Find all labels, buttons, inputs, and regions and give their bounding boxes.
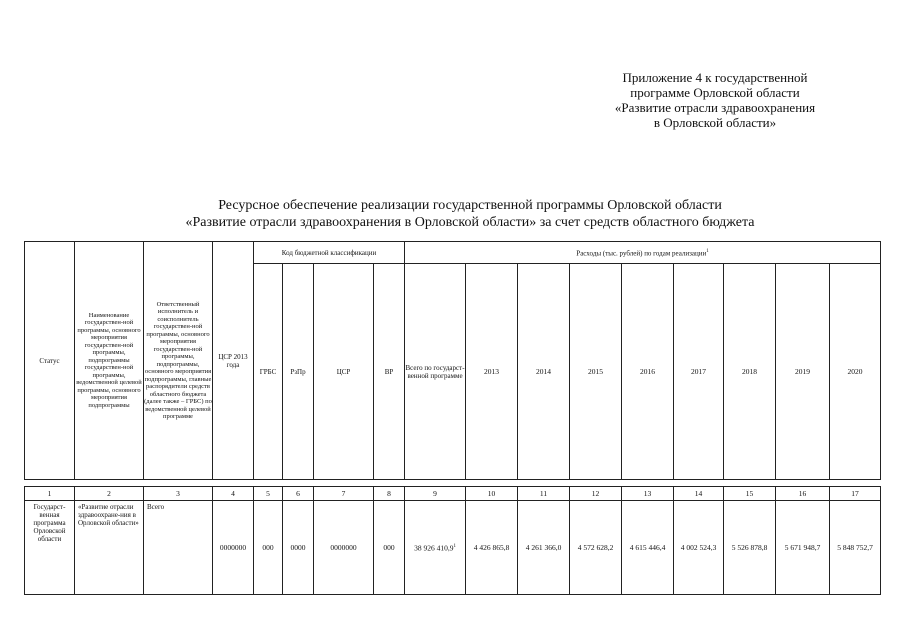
title-line: Ресурсное обеспечение реализации государственной программы Орловской области xyxy=(218,198,722,213)
cell-vr: 000 xyxy=(374,501,405,595)
header-rzpr: РзПр xyxy=(283,264,314,480)
column-number: 15 xyxy=(724,487,776,501)
column-number: 11 xyxy=(518,487,570,501)
column-number: 5 xyxy=(254,487,283,501)
column-number: 10 xyxy=(466,487,518,501)
header-year: 2014 xyxy=(518,264,570,480)
table-row xyxy=(25,501,881,595)
header-csr2013: ЦСР 2013 года xyxy=(213,242,254,480)
column-number: 3 xyxy=(144,487,213,501)
column-number: 14 xyxy=(674,487,724,501)
column-number: 9 xyxy=(405,487,466,501)
cell-year-amount: 4 572 628,2 xyxy=(570,501,622,595)
cell-year-amount: 5 526 878,8 xyxy=(724,501,776,595)
header-year: 2020 xyxy=(830,264,881,480)
column-number: 16 xyxy=(776,487,830,501)
cell-csr2013: 0000000 xyxy=(213,501,254,595)
document-title xyxy=(120,197,820,231)
header-status: Статус xyxy=(25,242,75,480)
header-year: 2018 xyxy=(724,264,776,480)
header-expenses-label: Расходы (тыс. рублей) по годам реализации xyxy=(576,249,707,258)
column-number: 6 xyxy=(283,487,314,501)
title-line: «Развитие отрасли здравоохранения в Орловской области» за счет средств областного бюджета xyxy=(185,215,755,230)
cell-name: «Развитие отрасли здравоохране-ния в Орловской области» xyxy=(75,501,144,595)
footnote-mark: 1 xyxy=(706,248,709,254)
header-name: Наименование государствен-ной программы, основного мероприятия государствен-ной программы, подпрограммы государствен-ной программы, ведомственной целевой программы, основного мероприятия подпрограммы xyxy=(75,242,144,480)
annex-line: программе Орловской области xyxy=(630,85,800,100)
table-header xyxy=(24,241,881,480)
cell-year-amount: 4 002 524,3 xyxy=(674,501,724,595)
header-year: 2019 xyxy=(776,264,830,480)
annex-note xyxy=(600,70,830,130)
header-year: 2015 xyxy=(570,264,622,480)
cell-executor: Всего xyxy=(144,501,213,595)
cell-status: Государст-венная программа Орловской области xyxy=(25,501,75,595)
column-number-row xyxy=(25,487,881,501)
header-expenses xyxy=(405,242,881,264)
header-vr: ВР xyxy=(374,264,405,480)
cell-year-amount: 4 261 366,0 xyxy=(518,501,570,595)
column-number: 1 xyxy=(25,487,75,501)
column-number: 2 xyxy=(75,487,144,501)
header-grbs: ГРБС xyxy=(254,264,283,480)
header-year: 2013 xyxy=(466,264,518,480)
cell-total xyxy=(405,501,466,595)
annex-line: Приложение 4 к государственной xyxy=(622,70,808,85)
header-total: Всего по государст-венной программе xyxy=(405,264,466,480)
footnote-mark: 1 xyxy=(453,543,456,549)
column-number: 12 xyxy=(570,487,622,501)
header-year: 2016 xyxy=(622,264,674,480)
cell-year-amount: 4 615 446,4 xyxy=(622,501,674,595)
column-number: 17 xyxy=(830,487,881,501)
cell-grbs: 000 xyxy=(254,501,283,595)
cell-csr: 0000000 xyxy=(314,501,374,595)
header-budget-code: Код бюджетной классификации xyxy=(254,242,405,264)
cell-year-amount: 4 426 865,8 xyxy=(466,501,518,595)
annex-line: «Развитие отрасли здравоохранения xyxy=(614,100,816,115)
cell-year-amount: 5 848 752,7 xyxy=(830,501,881,595)
column-number: 13 xyxy=(622,487,674,501)
column-number: 7 xyxy=(314,487,374,501)
cell-year-amount: 5 671 948,7 xyxy=(776,501,830,595)
column-number: 8 xyxy=(374,487,405,501)
annex-line: в Орловской области» xyxy=(653,115,777,130)
header-executor: Ответственный исполнитель и соисполнитель государствен-ной программы, основного мероприятия государствен-ной программы, подпрограммы, основного мероприятия подпрограммы, главные распорядители средств областного бюджета (далее также – ГРБС) по ведомственной целевой программе xyxy=(144,242,213,480)
cell-total-value: 38 926 410,9 xyxy=(414,543,454,553)
header-year: 2017 xyxy=(674,264,724,480)
column-number: 4 xyxy=(213,487,254,501)
header-csr: ЦСР xyxy=(314,264,374,480)
cell-rzpr: 0000 xyxy=(283,501,314,595)
table-body xyxy=(24,486,881,595)
